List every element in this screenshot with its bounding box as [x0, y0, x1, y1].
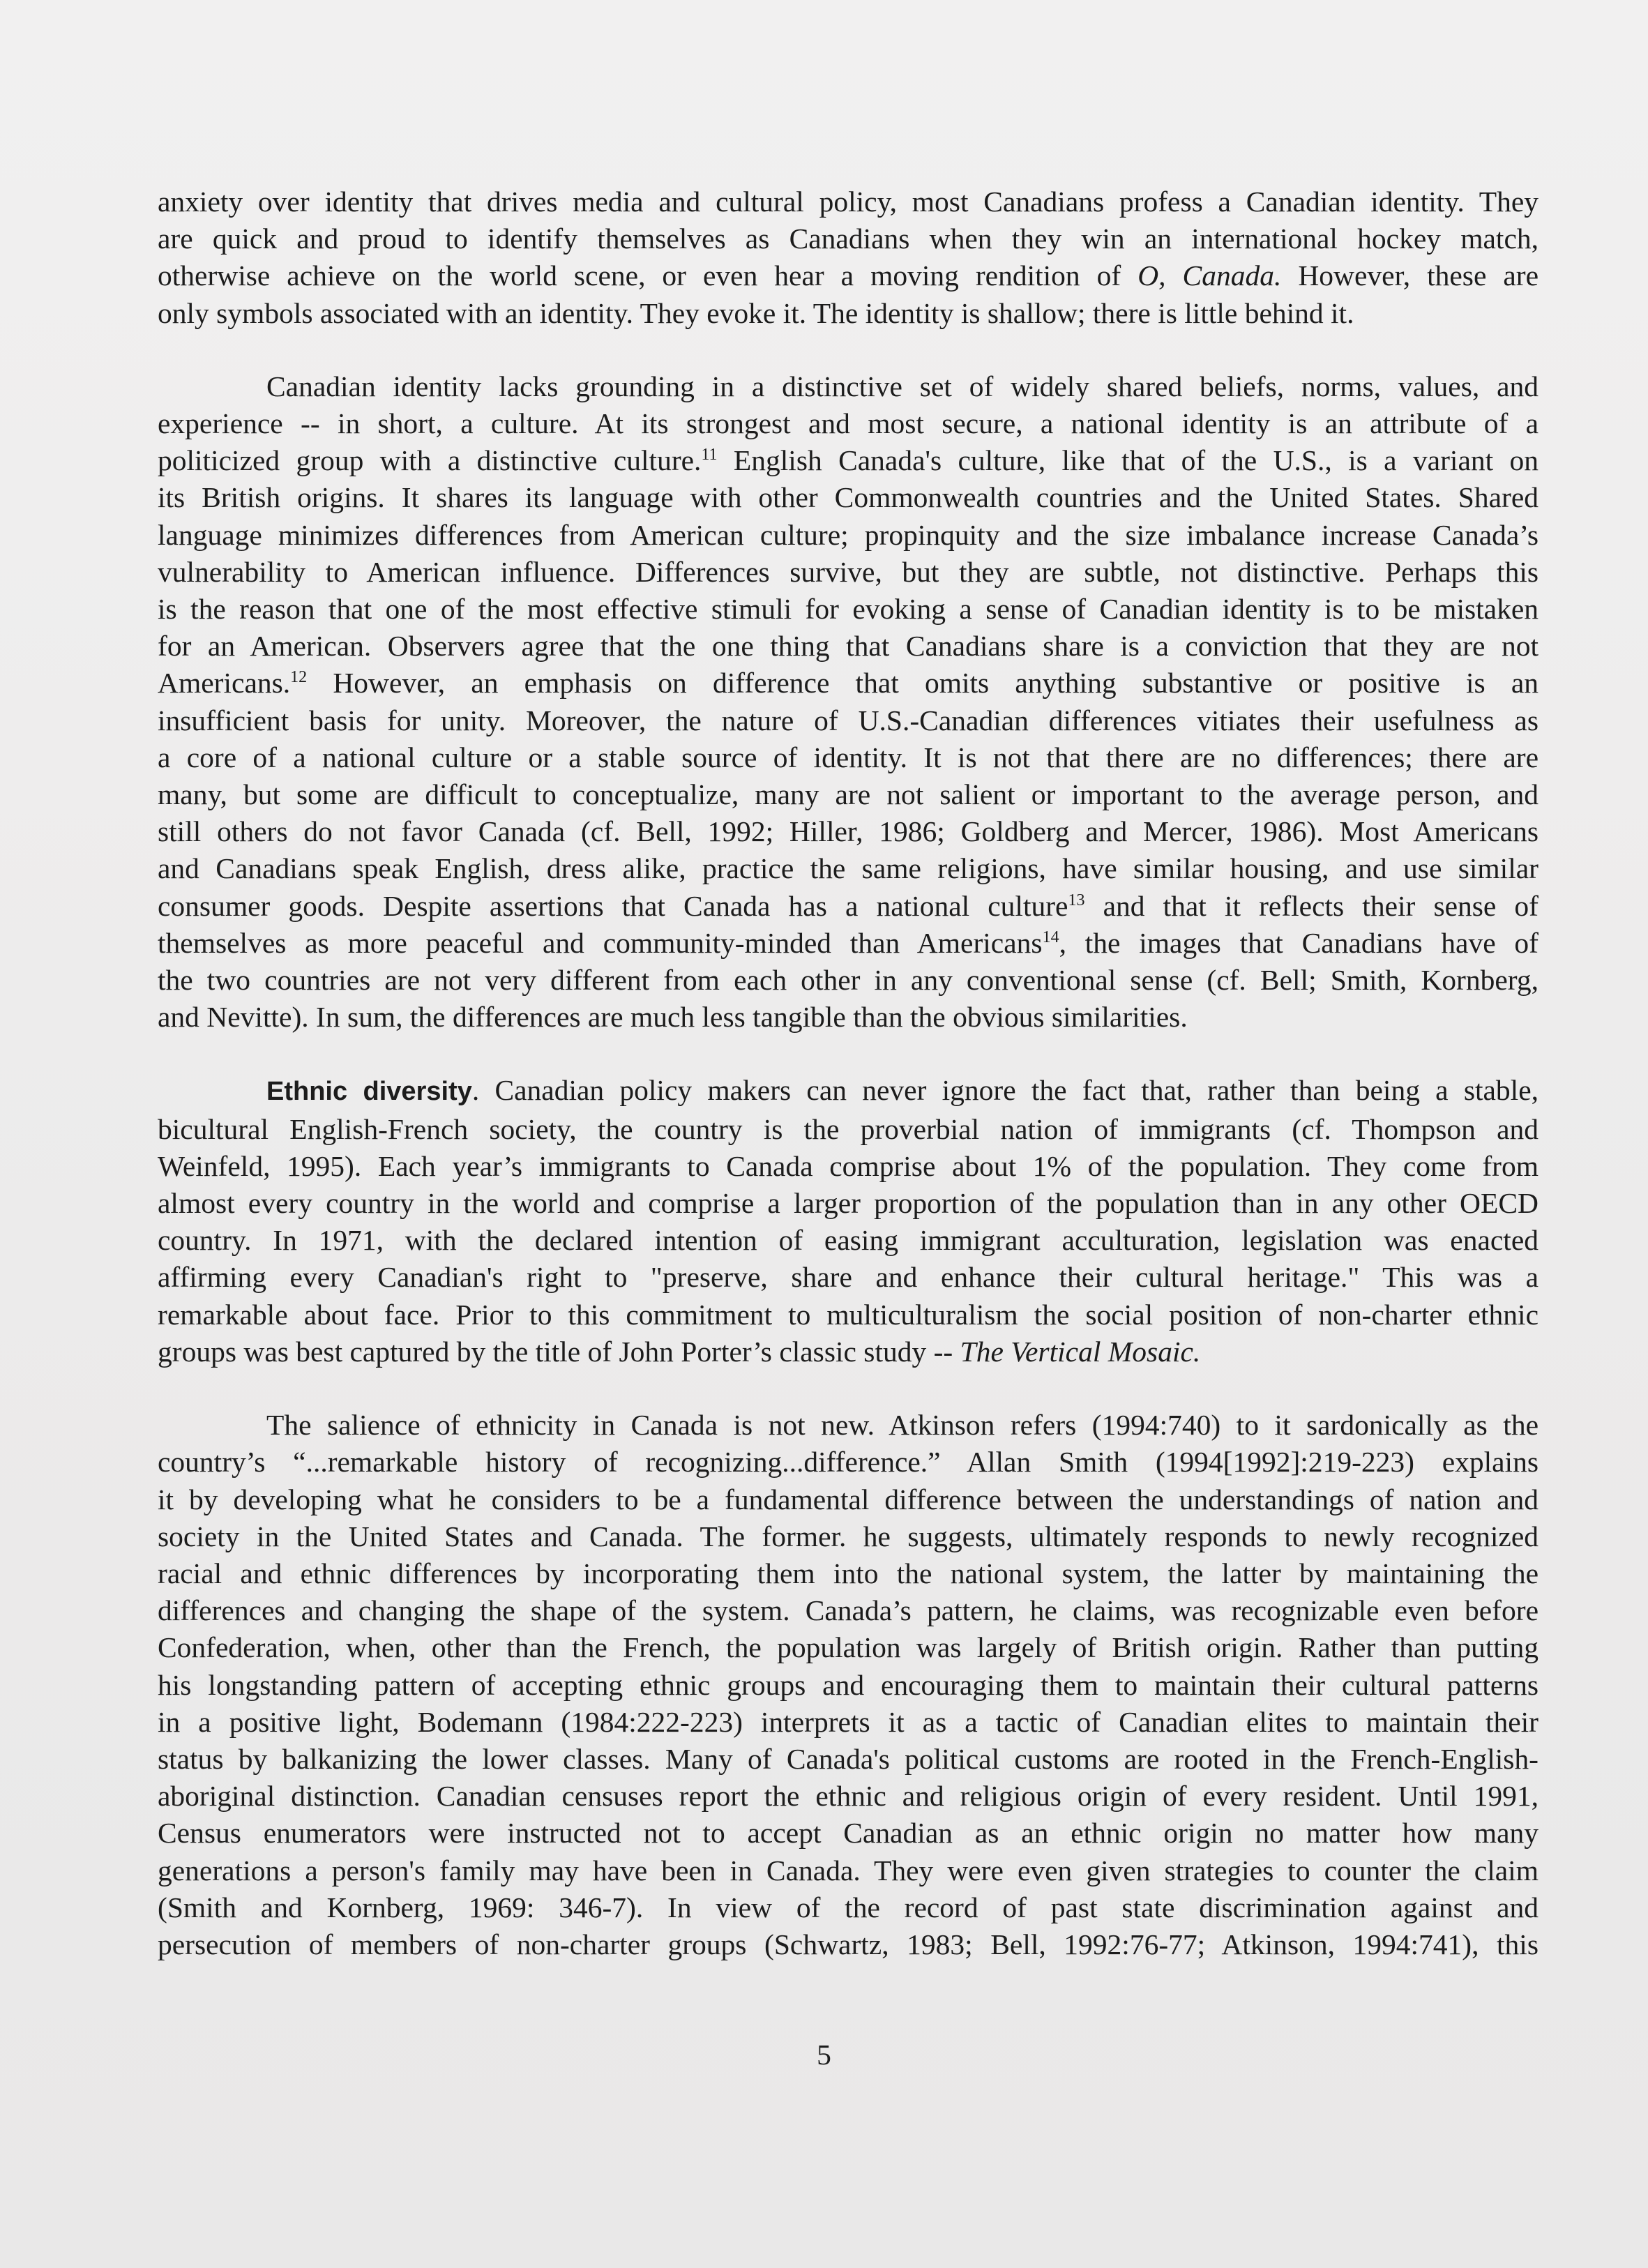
text-line: status by balkanizing the lower classes. Many of Canada's political customs are rooted in the French-English- [158, 1742, 1539, 1775]
footnote-marker: 14 [1042, 928, 1059, 947]
page-number: 5 [817, 2039, 831, 2071]
text-line: insufficient basis for unity. Moreover, the nature of U.S.-Canadian differences vitiates their usefulness as [158, 704, 1539, 736]
text-line: Confederation, when, other than the French, the population was largely of British origin. Rather than putting [158, 1631, 1539, 1664]
text-line: vulnerability to American influence. Differences survive, but they are subtle, not distinctive. Perhaps this [158, 555, 1539, 588]
text-line: remarkable about face. Prior to this commitment to multiculturalism the social position of non-charter ethnic [158, 1298, 1539, 1331]
italic-song-title: O, Canada. [1137, 259, 1282, 292]
text-line: Census enumerators were instructed not to accept Canadian as an ethnic origin no matter how many [158, 1817, 1539, 1850]
text-line: racial and ethnic differences by incorporating them into the national system, the latter by maintaining the [158, 1557, 1539, 1589]
paragraph-3 [158, 1072, 1539, 1370]
text-line: aboriginal distinction. Canadian censuses report the ethnic and religious origin of every resident. Until 1991, [158, 1780, 1539, 1813]
text-line: anxiety over identity that drives media and cultural policy, most Canadians profess a Canadian identity. They [158, 186, 1539, 218]
text-line: in a positive light, Bodemann (1984:222-223) interprets it as a tactic of Canadian elites to maintain their [158, 1705, 1539, 1738]
text-line: a core of a national culture or a stable source of identity. It is not that there are no differences; there are [158, 741, 1539, 773]
text-run: consumer goods. Despite assertions that Canada has a national culture [158, 889, 1068, 922]
text-line: country. In 1971, with the declared intention of easing immigrant acculturation, legislation was enacted [158, 1224, 1539, 1257]
text-line: it by developing what he considers to be a fundamental difference between the understandings of nation and [158, 1483, 1539, 1515]
paragraph-2 [158, 368, 1539, 1036]
text-run: However, an emphasis on difference that omits anything substantive or positive is an [333, 667, 1539, 700]
text-line [158, 888, 1539, 925]
paragraph-4 [158, 1407, 1539, 1963]
text-run: politicized group with a distinctive culture. [158, 444, 702, 477]
text-line: the two countries are not very different from each other in any conventional sense (cf. Bell; Smith, Kornberg, [158, 964, 1539, 997]
footnote-marker: 12 [290, 668, 308, 687]
text-line: Weinfeld, 1995). Each year’s immigrants to Canada comprise about 1% of the population. They come from [158, 1149, 1539, 1182]
text-run: English Canada's culture, like that of the U.S., is a variant on [733, 444, 1539, 477]
text-run: However, these are [1298, 259, 1539, 292]
italic-book-title: The Vertical Mosaic. [960, 1335, 1201, 1368]
footnote-marker: 11 [701, 446, 718, 464]
text-line [158, 1407, 1539, 1444]
text-line: many, but some are difficult to conceptualize, many are not salient or important to the average person, and [158, 778, 1539, 811]
text-line [158, 665, 1539, 702]
text-line: experience -- in short, a culture. At its strongest and most secure, a national identity is an attribute of a [158, 407, 1539, 440]
text-line: and Nevitte). In sum, the differences are much less tangible than the obvious similarities. [158, 1001, 1188, 1034]
text-run: otherwise achieve on the world scene, or even hear a moving rendition of [158, 259, 1121, 292]
text-run: themselves as more peaceful and community-minded than Americans [158, 926, 1043, 959]
text-line [158, 1333, 1539, 1370]
text-line: for an American. Observers agree that the one thing that Canadians share is a conviction that they are not [158, 630, 1539, 663]
text-line: are quick and proud to identify themselves as Canadians when they win an international hockey match, [158, 222, 1539, 255]
text-line: is the reason that one of the most effective stimuli for evoking a sense of Canadian identity is to be mistaken [158, 593, 1539, 626]
text-line: his longstanding pattern of accepting ethnic groups and encouraging them to maintain their cultural patterns [158, 1668, 1539, 1701]
text-line [158, 1072, 1539, 1110]
body-text [158, 183, 1539, 1999]
text-line: only symbols associated with an identity. They evoke it. The identity is shallow; there is little behind it. [158, 296, 1354, 329]
text-line [158, 925, 1539, 962]
text-line: society in the United States and Canada. The former. he suggests, ultimately responds to newly recognized [158, 1520, 1539, 1552]
text-line [158, 368, 1539, 405]
paragraph-1 [158, 183, 1539, 332]
text-line: and Canadians speak English, dress alike, practice the same religions, have similar housing, and use similar [158, 852, 1539, 885]
text-run: The salience of ethnicity in Canada is not new. Atkinson refers (1994:740) to it sardonically as the [266, 1409, 1539, 1442]
text-line: persecution of members of non-charter groups (Schwartz, 1983; Bell, 1992:76-77; Atkinson, 1994:741), this [158, 1928, 1539, 1960]
text-line: its British origins. It shares its language with other Commonwealth countries and the United States. Shared [158, 481, 1539, 514]
footnote-marker: 13 [1068, 891, 1085, 909]
text-line: almost every country in the world and comprise a larger proportion of the population than in any other OECD [158, 1187, 1539, 1220]
text-line: differences and changing the shape of the system. Canada’s pattern, he claims, was recognizable even before [158, 1594, 1539, 1627]
text-line: bicultural English-French society, the country is the proverbial nation of immigrants (cf. Thompson and [158, 1112, 1539, 1145]
text-run: groups was best captured by the title of John Porter’s classic study -- [158, 1335, 953, 1368]
text-line: language minimizes differences from American culture; propinquity and the size imbalance increase Canada’s [158, 518, 1539, 551]
section-run-in-heading: Ethnic diversity [266, 1077, 472, 1107]
text-line: country’s “...remarkable history of recognizing...difference.” Allan Smith (1994[1992]:219-223) explains [158, 1446, 1539, 1479]
text-run: . Canadian policy makers can never ignore the fact that, rather than being a stable, [471, 1074, 1539, 1107]
text-run: Americans. [158, 667, 291, 700]
text-line: affirming every Canadian's right to "preserve, share and enhance their cultural heritage." This was a [158, 1261, 1539, 1294]
text-line: (Smith and Kornberg, 1969: 346-7). In view of the record of past state discrimination against and [158, 1891, 1539, 1923]
text-run: and that it reflects their sense of [1103, 889, 1539, 922]
text-line: still others do not favor Canada (cf. Bell, 1992; Hiller, 1986; Goldberg and Mercer, 1986). Most Americans [158, 815, 1539, 848]
text-run: , the images that Canadians have of [1059, 926, 1539, 959]
text-run: Canadian identity lacks grounding in a distinctive set of widely shared beliefs, norms, values, and [266, 370, 1539, 402]
text-line: generations a person's family may have been in Canada. They were even given strategies to counter the claim [158, 1854, 1539, 1887]
text-line [158, 442, 1539, 479]
text-line [158, 257, 1539, 294]
